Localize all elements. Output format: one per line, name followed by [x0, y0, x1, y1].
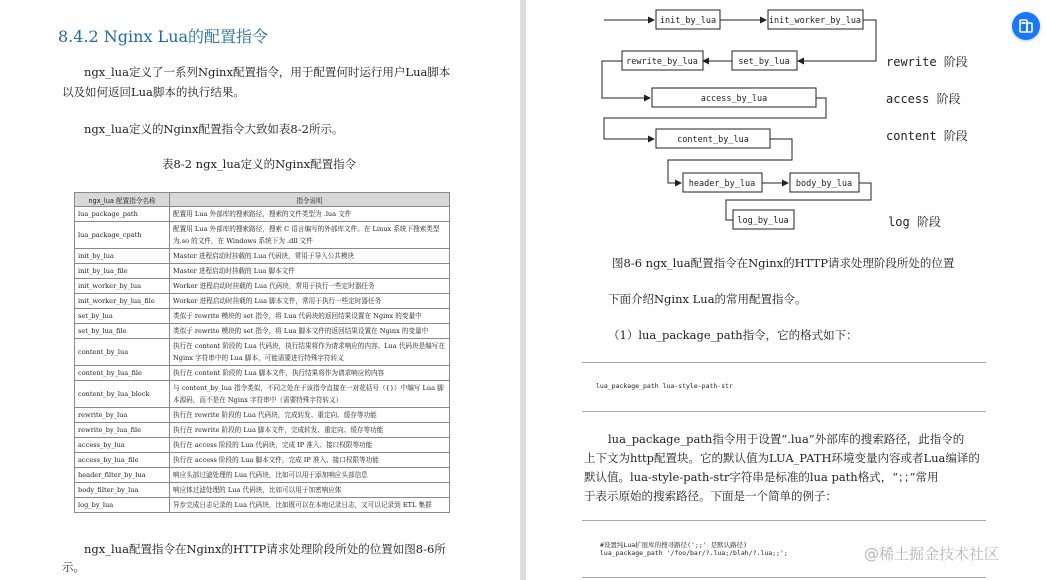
directive-name: init_worker_by_lua_file	[75, 294, 170, 309]
directive-desc: 执行在 access 阶段的 Lua 脚本文件，完成 IP 准入、接口权限等功能	[170, 453, 450, 468]
directive-name: body_filter_by_lua	[75, 483, 170, 498]
phase-diagram	[526, 0, 1046, 250]
item1-text: （1）lua_package_path指令，它的格式如下：	[608, 328, 858, 342]
node-rewrite-by-lua: rewrite_by_lua	[626, 57, 698, 67]
table-row	[75, 483, 450, 498]
directive-desc: 配置用 Lua 外部库的搜索路径，搜索的文件类型为 .lua 文件	[170, 207, 450, 222]
node-init-by-lua: init_by_lua	[659, 16, 717, 26]
table-header-name: ngx_lua 配置指令名称	[75, 193, 170, 207]
table-row	[75, 408, 450, 423]
directive-desc: Worker 进程启动时挂载的 Lua 脚本文件，常用于执行一些定时器任务	[170, 294, 450, 309]
directive-desc: 类似于 rewrite 模块的 set 指令，将 Lua 代码块的返回结果设置在 Nginx 的变量中	[170, 309, 450, 324]
code-block-format	[582, 362, 986, 412]
directive-name: set_by_lua	[75, 309, 170, 324]
page-tool-button[interactable]	[1012, 12, 1040, 40]
directive-desc: Master 进程启动时挂载的 Lua 脚本文件	[170, 264, 450, 279]
para3-line1: ngx_lua配置指令在Nginx的HTTP请求处理阶段所处的位置如图8-6所	[84, 542, 446, 556]
node-body-by-lua: body_by_lua	[795, 179, 853, 189]
directive-desc: 执行在 content 阶段的 Lua 脚本文件，执行结果将作为请求响应的内容	[170, 366, 450, 381]
directive-desc: 类似于 rewrite 模块的 set 指令，将 Lua 脚本文件的返回结果设置在 Nginx 的变量中	[170, 324, 450, 339]
table-row	[75, 453, 450, 468]
table-row	[75, 294, 450, 309]
para-line4: 于表示原始的搜索路径。下面是一个简单的例子：	[584, 489, 837, 503]
para3-line2: 示。	[62, 560, 85, 574]
directive-desc: 与 content_by_lua 指令类似，不同之处在于该指令直接在一对花括号（{}）中编写 Lua 脚本源码，而不是在 Nginx 字符串中（需要特殊字符转义）	[170, 381, 450, 408]
directive-desc: 响应体过滤处理的 Lua 代码块，比如可以用于加密响应体	[170, 483, 450, 498]
section-heading: 8.4.2 Nginx Lua的配置指令	[58, 27, 269, 46]
phase-content: content 阶段	[886, 129, 968, 143]
table-caption: 表8-2 ngx_lua定义的Nginx配置指令	[162, 157, 357, 171]
directive-desc: 响应头部过滤处理的 Lua 代码块，比如可以用于添加响应头部信息	[170, 468, 450, 483]
table-row	[75, 438, 450, 453]
intro-text: 下面介绍Nginx Lua的常用配置指令。	[608, 292, 807, 306]
directive-name: log_by_lua	[75, 498, 170, 513]
table-row	[75, 381, 450, 408]
right-page	[526, 0, 1046, 580]
node-access-by-lua: access_by_lua	[700, 94, 768, 104]
directive-desc: 执行在 rewrite 阶段的 Lua 代码块，完成转发、重定向、缓存等功能	[170, 408, 450, 423]
directive-name: lua_package_cpath	[75, 222, 170, 249]
directive-desc: 配置用 Lua 外部库的搜索路径，搜索 C 语言编写的外部库文件。在 Linux 系统下搜索类型为.so 的文件，在 Windows 系统下为 .dll 文件	[170, 222, 450, 249]
phase-access: access 阶段	[886, 92, 961, 106]
table-row	[75, 498, 450, 513]
table-row	[75, 207, 450, 222]
directive-name: access_by_lua	[75, 438, 170, 453]
phase-log: log 阶段	[888, 215, 941, 229]
directive-desc: 执行在 rewrite 阶段的 Lua 脚本文件，完成转发、重定向、缓存等功能	[170, 423, 450, 438]
table-row	[75, 468, 450, 483]
left-page	[0, 0, 520, 580]
directive-name: header_filter_by_lua	[75, 468, 170, 483]
table-row	[75, 366, 450, 381]
directive-name: set_by_lua_file	[75, 324, 170, 339]
node-set-by-lua: set_by_lua	[738, 57, 790, 67]
directive-desc: 执行在 content 阶段的 Lua 代码块，执行结果将作为请求响应的内容。Lua 代码块是编写在 Nginx 字符串中的 Lua 脚本，可能需要进行特殊字符转义	[170, 339, 450, 366]
para1-line1: ngx_lua定义了一系列Nginx配置指令，用于配置何时运行用户Lua脚本	[84, 65, 451, 79]
para-line2: 上下文为http配置块。它的默认值为LUA_PATH环境变量内容或者Lua编译的	[584, 451, 980, 465]
para-line1: lua_package_path指令用于设置“.lua”外部库的搜索路径，此指令的	[608, 432, 965, 446]
para2: ngx_lua定义的Nginx配置指令大致如表8-2所示。	[84, 122, 344, 136]
table-row	[75, 309, 450, 324]
watermark: @稀土掘金技术社区	[864, 545, 1000, 563]
directive-name: init_by_lua	[75, 249, 170, 264]
directive-name: rewrite_by_lua	[75, 408, 170, 423]
table-row	[75, 279, 450, 294]
directive-name: access_by_lua_file	[75, 453, 170, 468]
code-example-line2: lua_package_path '/foo/bar/?.lua;/blah/?.lua;;';	[600, 549, 788, 557]
directive-desc: 异步完成日志记录的 Lua 代码块，比如既可以在本地记录日志，又可以记录到 ETL 集群	[170, 498, 450, 513]
directive-name: rewrite_by_lua_file	[75, 423, 170, 438]
para1-line2: 以及如何返回Lua脚本的执行结果。	[62, 85, 245, 99]
table-row	[75, 249, 450, 264]
node-content-by-lua: content_by_lua	[677, 135, 749, 145]
directive-desc: 执行在 access 阶段的 Lua 代码块，完成 IP 准入、接口权限等功能	[170, 438, 450, 453]
table-row	[75, 324, 450, 339]
phase-rewrite: rewrite 阶段	[886, 55, 968, 69]
node-log-by-lua: log_by_lua	[737, 216, 789, 226]
directive-name: init_worker_by_lua	[75, 279, 170, 294]
para-line3: 默认值。lua-style-path-str字符串是标准的lua path格式，“；；”常用	[584, 470, 939, 484]
figure-caption: 图8-6 ngx_lua配置指令在Nginx的HTTP请求处理阶段所处的位置	[612, 256, 955, 270]
code-format-line: lua_package_path lua-style-path-str	[596, 382, 733, 390]
directive-name: init_by_lua_file	[75, 264, 170, 279]
tool-icon	[1012, 12, 1040, 40]
directive-name: lua_package_path	[75, 207, 170, 222]
directive-table	[74, 192, 450, 513]
directive-name: content_by_lua_file	[75, 366, 170, 381]
node-header-by-lua: header_by_lua	[688, 179, 756, 189]
node-init-worker-by-lua: init_worker_by_lua	[768, 16, 862, 26]
table-row	[75, 339, 450, 366]
code-example-line1: #设置纯Lua扩展库的搜寻路径(';;' 是默认路径)	[600, 541, 748, 549]
table-row	[75, 423, 450, 438]
directive-desc: Worker 进程启动时挂载的 Lua 代码块，常用于执行一些定时器任务	[170, 279, 450, 294]
directive-desc: Master 进程启动时挂载的 Lua 代码块，常用于导入公共模块	[170, 249, 450, 264]
directive-name: content_by_lua	[75, 339, 170, 366]
directive-name: content_by_lua_block	[75, 381, 170, 408]
table-row	[75, 264, 450, 279]
table-row	[75, 222, 450, 249]
table-header-desc: 指令说明	[170, 193, 450, 207]
